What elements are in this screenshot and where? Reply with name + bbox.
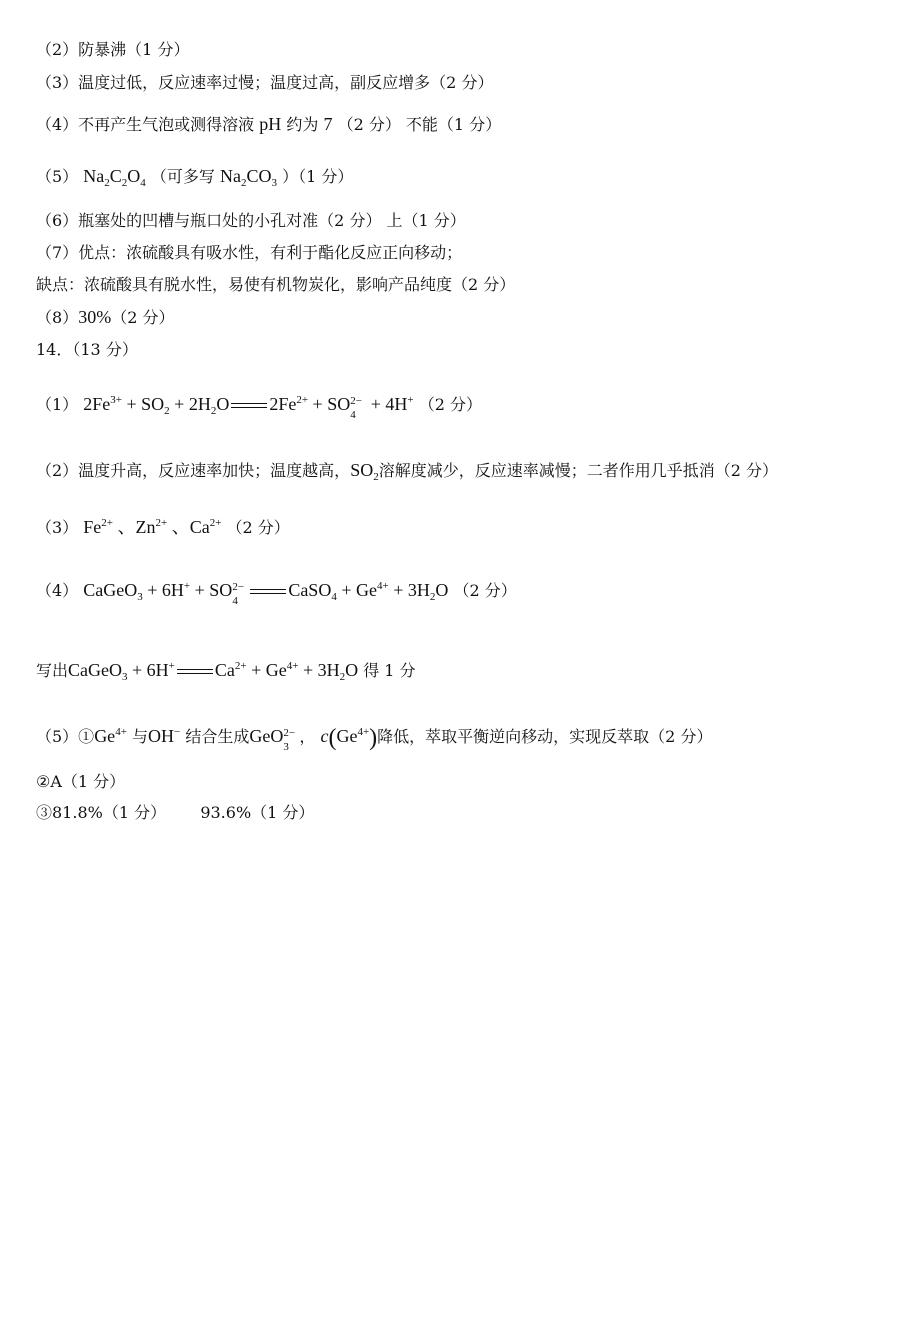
formula-na2co3: $Na_2CO_3$ [220, 166, 278, 189]
formula-geo3: GeO 2− 3 [249, 726, 296, 753]
equation-cageo3-sulfate: CaGeO$_3$ + 6H+ + SO 2− 4 CaSO$_4$ + $Ge^{4+} + 3H_2O$ [83, 580, 449, 607]
formula-ge4plus: $Ge^{4+}$ [94, 726, 127, 746]
answer-14-5-3: ③81.8%（1 分） 93.6%（1 分） [36, 803, 315, 822]
answer-14-5-1: $(5)①Ge^{4+}$ 与OH− 结合生成GeO 2− 3 ， $c(Ge^{4+})$降低，萃取平衡逆向移动，实现反萃取（2 分） [36, 725, 713, 753]
ions-list: $Fe^{2+}$ 、$Zn^{2+}$ 、$Ca^{2+}$ [83, 517, 222, 537]
answer-3: （3）温度过低，反应速率过慢；温度过高，副反应增多（2 分） [36, 73, 494, 92]
answer-14-1: （1） $2Fe^{3+} + SO_2 + 2H_2O$ $2Fe^{2+}$ + SO 2− 4 + 4H+ （2 分） [36, 394, 482, 421]
question-14-heading: 14．（13 分） [36, 340, 138, 359]
answer-5: （5） $Na_2C_2O_4$ （可多写 $Na_2CO_3$ ）（1 分） [36, 166, 354, 189]
equation-fe-so2: $2Fe^{3+} + SO_2 + 2H_2O$ $2Fe^{2+}$ + SO 2− 4 + 4H+ [83, 394, 414, 421]
answer-2: （2）防暴沸（1 分） [36, 40, 190, 59]
equation-cageo3-partial: CaGeO$_3$ + 6H+ $Ca^{2+} + Ge^{4+} + 3H_2O$ [68, 660, 359, 683]
answer-14-5-2: ②A（1 分） [36, 772, 126, 791]
answer-7-disadvantage: 缺点：浓硫酸具有脱水性，易使有机物炭化，影响产品纯度（2 分） [36, 275, 516, 294]
concentration-ge4plus: $c(Ge^{4+})$ [320, 725, 378, 751]
answer-6: （6）瓶塞处的凹槽与瓶口处的小孔对准（2 分） 上（1 分） [36, 211, 466, 230]
answer-14-4: （4） CaGeO$_3$ + 6H+ + SO 2− 4 CaSO$_4$ + $Ge^{4+} + 3H_2O$ （2 分） [36, 580, 517, 607]
answer-8: （8）30%（2 分） [36, 307, 175, 327]
formula-na2c2o4: $Na_2C_2O_4$ [83, 166, 146, 189]
answer-14-4-partial: 写出CaGeO$_3$ + 6H+ $Ca^{2+} + Ge^{4+} + 3H_2O$ 得 1 分 [36, 660, 416, 683]
answer-14-3: （3） $Fe^{2+}$ 、$Zn^{2+}$ 、$Ca^{2+}$ （2 分） [36, 517, 290, 537]
formula-oh-minus: OH− [148, 726, 181, 746]
answer-7-advantage: （7）优点：浓硫酸具有吸水性，有利于酯化反应正向移动； [36, 243, 463, 262]
answer-4: （4）不再产生气泡或测得溶液 pH 约为 7 （2 分） 不能（1 分） [36, 114, 502, 134]
answer-14-2: （2）温度升高，反应速率加快；温度越高，$SO_2$溶解度减少，反应速率减慢；二者作用几乎抵消（2 分） [36, 460, 778, 483]
formula-so2: $SO_2$ [350, 460, 379, 483]
